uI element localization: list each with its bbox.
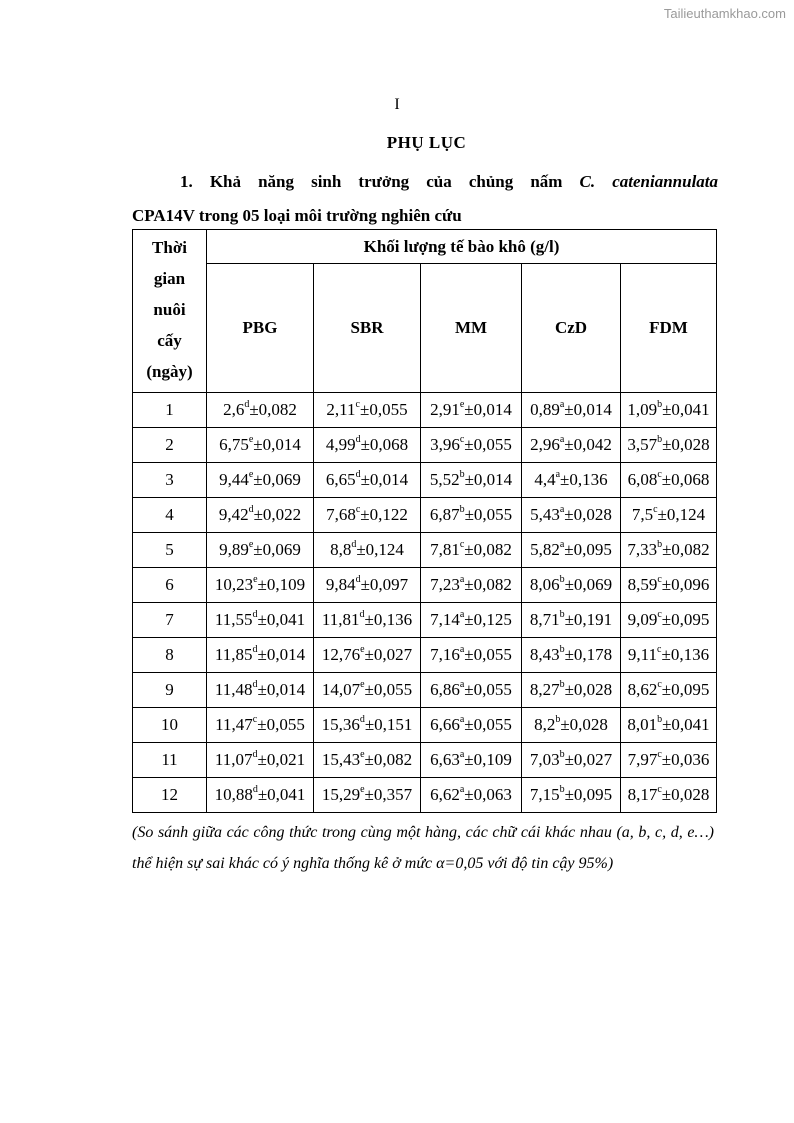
error-value: ±0,095: [661, 680, 710, 699]
error-value: ±0,178: [564, 645, 613, 664]
significance-letter: c: [657, 749, 662, 761]
watermark: Tailieuthamkhao.com: [663, 6, 786, 21]
day-cell: 11: [133, 743, 207, 778]
significance-letter: d: [252, 749, 258, 761]
significance-letter: a: [459, 749, 465, 761]
value-cell: [207, 743, 314, 778]
value-cell: [314, 393, 421, 428]
mean-value: 15,36: [321, 715, 360, 734]
error-value: ±0,055: [257, 715, 305, 734]
mean-value: 3,57: [627, 435, 658, 454]
significance-letter: e: [248, 469, 254, 481]
error-value: ±0,082: [464, 540, 512, 559]
value-cell: [314, 743, 421, 778]
mean-value: 2,96: [530, 435, 560, 454]
significance-letter: c: [657, 679, 662, 691]
error-value: ±0,042: [564, 435, 612, 454]
error-value: ±0,014: [464, 400, 512, 419]
header-row-group: [133, 230, 717, 264]
error-value: ±0,022: [253, 505, 302, 524]
error-value: ±0,028: [662, 435, 710, 454]
significance-letter: c: [657, 469, 662, 481]
value-cell: [522, 498, 621, 533]
mean-value: 0,89: [530, 400, 560, 419]
value-cell: [421, 498, 522, 533]
mean-value: 8,71: [529, 610, 560, 629]
mean-value: 8,2: [534, 715, 556, 734]
mean-value: 4,99: [325, 435, 356, 454]
error-value: ±0,151: [364, 715, 413, 734]
error-value: ±0,069: [253, 470, 301, 489]
error-value: ±0,124: [356, 540, 404, 559]
error-value: ±0,036: [661, 750, 710, 769]
error-value: ±0,095: [564, 785, 613, 804]
value-cell: [621, 428, 717, 463]
error-value: ±0,055: [359, 400, 408, 419]
error-value: ±0,082: [249, 400, 297, 419]
value-cell: [421, 533, 522, 568]
table-row: [133, 428, 717, 463]
significance-letter: b: [559, 749, 565, 761]
value-cell: [314, 603, 421, 638]
significance-letter: e: [360, 644, 365, 656]
day-cell: 1: [133, 393, 207, 428]
significance-letter: a: [459, 714, 465, 726]
error-value: ±0,357: [364, 785, 413, 804]
mean-value: 12,76: [321, 645, 361, 664]
error-value: ±0,055: [464, 680, 512, 699]
error-value: ±0,027: [364, 645, 413, 664]
error-value: ±0,014: [257, 645, 306, 664]
table-row: [133, 673, 717, 708]
error-value: ±0,095: [564, 540, 612, 559]
significance-letter: a: [559, 539, 565, 551]
significance-letter: d: [359, 714, 365, 726]
mean-value: 6,66: [430, 715, 460, 734]
error-value: ±0,124: [657, 505, 706, 524]
day-cell: 9: [133, 673, 207, 708]
error-value: ±0,028: [564, 680, 613, 699]
appendix-title: PHỤ LỤC: [386, 133, 467, 152]
section-heading: [132, 165, 718, 233]
mean-value: 7,68: [326, 505, 356, 524]
error-value: ±0,095: [661, 610, 710, 629]
significance-letter: b: [555, 714, 561, 726]
table-row: [133, 393, 717, 428]
mean-value: 2,6: [223, 400, 245, 419]
mean-value: 7,97: [627, 750, 658, 769]
error-value: ±0,136: [364, 610, 413, 629]
value-cell: [522, 638, 621, 673]
day-cell: 5: [133, 533, 207, 568]
error-value: ±0,014: [464, 470, 513, 489]
value-cell: [522, 778, 621, 813]
mean-value: 9,89: [219, 540, 249, 559]
significance-letter: d: [355, 574, 361, 586]
day-cell: 12: [133, 778, 207, 813]
species-name: C. cateniannulata: [579, 172, 719, 191]
significance-letter: c: [355, 399, 360, 411]
mean-value: 6,86: [430, 680, 460, 699]
significance-letter: c: [252, 714, 258, 726]
column-header-mm: MM: [421, 264, 522, 393]
significance-letter: a: [459, 644, 465, 656]
value-cell: [621, 498, 717, 533]
value-cell: [207, 393, 314, 428]
mean-value: 11,07: [214, 750, 253, 769]
significance-letter: d: [355, 469, 361, 481]
day-cell: 10: [133, 708, 207, 743]
mean-value: 6,87: [429, 505, 460, 524]
significance-letter: a: [459, 679, 465, 691]
significance-letter: b: [459, 504, 465, 516]
value-cell: [621, 393, 717, 428]
mean-value: 5,82: [530, 540, 560, 559]
mean-value: 9,42: [218, 505, 249, 524]
error-value: ±0,122: [360, 505, 408, 524]
significance-letter: a: [459, 574, 465, 586]
day-cell: 6: [133, 568, 207, 603]
error-value: ±0,041: [662, 715, 710, 734]
mean-value: 6,63: [430, 750, 460, 769]
significance-letter: c: [657, 609, 662, 621]
value-cell: [522, 708, 621, 743]
error-value: ±0,191: [564, 610, 613, 629]
value-cell: [421, 428, 522, 463]
value-cell: [207, 533, 314, 568]
significance-letter: c: [657, 574, 662, 586]
value-cell: [621, 673, 717, 708]
significance-letter: e: [248, 434, 254, 446]
significance-letter: a: [559, 434, 565, 446]
value-cell: [421, 603, 522, 638]
mean-value: 8,27: [529, 680, 560, 699]
value-cell: [314, 428, 421, 463]
value-cell: [421, 743, 522, 778]
error-value: ±0,055: [464, 715, 512, 734]
significance-letter: d: [252, 679, 258, 691]
value-cell: [621, 568, 717, 603]
significance-letter: b: [559, 784, 565, 796]
value-cell: [522, 463, 621, 498]
value-cell: [621, 708, 717, 743]
error-value: ±0,063: [464, 785, 512, 804]
significance-letter: e: [360, 784, 365, 796]
time-header-line: cấy: [157, 331, 182, 350]
time-header-line: gian: [153, 269, 186, 288]
column-header-pbg: PBG: [207, 264, 314, 393]
value-cell: [207, 463, 314, 498]
mean-value: 9,09: [627, 610, 658, 629]
mean-value: 8,06: [529, 575, 560, 594]
column-header-sbr: SBR: [314, 264, 421, 393]
table-row: [133, 778, 717, 813]
mean-value: 11,55: [214, 610, 253, 629]
significance-letter: c: [459, 434, 465, 446]
time-header-line: Thời: [152, 238, 187, 257]
error-value: ±0,041: [257, 610, 306, 629]
value-cell: [522, 393, 621, 428]
significance-letter: e: [253, 574, 258, 586]
value-cell: [421, 463, 522, 498]
mean-value: 4,4: [534, 470, 556, 489]
mean-value: 7,33: [627, 540, 658, 559]
error-value: ±0,055: [464, 505, 513, 524]
significance-letter: e: [248, 539, 254, 551]
error-value: ±0,028: [564, 505, 612, 524]
value-cell: [421, 778, 522, 813]
mean-value: 8,62: [627, 680, 658, 699]
value-cell: [522, 428, 621, 463]
table-row: [133, 463, 717, 498]
value-cell: [522, 568, 621, 603]
error-value: ±0,125: [464, 610, 512, 629]
significance-letter: d: [351, 539, 357, 551]
day-cell: 4: [133, 498, 207, 533]
value-cell: [207, 428, 314, 463]
value-cell: [207, 778, 314, 813]
error-value: ±0,068: [360, 435, 409, 454]
table-body: [133, 393, 717, 813]
significance-letter: e: [360, 679, 365, 691]
significance-letter: d: [252, 609, 258, 621]
error-value: ±0,082: [662, 540, 710, 559]
significance-letter: d: [359, 609, 365, 621]
day-cell: 7: [133, 603, 207, 638]
error-value: ±0,082: [364, 750, 413, 769]
time-header-line: (ngày): [146, 362, 193, 381]
value-cell: [207, 708, 314, 743]
value-cell: [207, 568, 314, 603]
heading-line-2: CPA14V trong 05 loại môi trường nghiên cứu: [132, 206, 462, 225]
value-cell: [621, 603, 717, 638]
significance-letter: b: [657, 434, 663, 446]
value-cell: [207, 603, 314, 638]
value-cell: [621, 463, 717, 498]
error-value: ±0,014: [253, 435, 301, 454]
mean-value: 11,48: [214, 680, 253, 699]
time-header: [133, 230, 207, 393]
mean-value: 3,96: [430, 435, 460, 454]
significance-letter: d: [355, 434, 361, 446]
significance-letter: c: [653, 504, 658, 516]
value-cell: [421, 638, 522, 673]
mean-value: 11,47: [215, 715, 253, 734]
page-number: I: [394, 96, 400, 113]
error-value: ±0,055: [464, 435, 512, 454]
significance-letter: d: [248, 504, 254, 516]
mean-value: 9,44: [219, 470, 249, 489]
table-row: [133, 498, 717, 533]
value-cell: [522, 673, 621, 708]
error-value: ±0,014: [257, 680, 306, 699]
header-row-columns: [133, 264, 717, 393]
error-value: ±0,082: [464, 575, 512, 594]
value-cell: [314, 463, 421, 498]
value-cell: [621, 778, 717, 813]
table-row: [133, 568, 717, 603]
mean-value: 7,15: [529, 785, 560, 804]
heading-line-1: [132, 165, 718, 199]
mean-value: 1,09: [627, 400, 658, 419]
error-value: ±0,109: [257, 575, 306, 594]
error-value: ±0,069: [253, 540, 301, 559]
error-value: ±0,041: [257, 785, 306, 804]
significance-letter: a: [555, 469, 561, 481]
time-header-line: nuôi: [153, 300, 186, 319]
mean-value: 6,75: [219, 435, 249, 454]
error-value: ±0,136: [661, 645, 710, 664]
value-cell: [522, 743, 621, 778]
significance-letter: d: [244, 399, 250, 411]
group-header: Khối lượng tế bào khô (g/l): [207, 230, 717, 264]
value-cell: [522, 533, 621, 568]
significance-letter: b: [657, 714, 663, 726]
error-value: ±0,014: [360, 470, 409, 489]
mean-value: 11,85: [214, 645, 253, 664]
mean-value: 15,43: [321, 750, 361, 769]
error-value: ±0,028: [661, 785, 710, 804]
mean-value: 7,23: [430, 575, 460, 594]
mean-value: 8,17: [627, 785, 658, 804]
error-value: ±0,041: [662, 400, 710, 419]
mean-value: 10,88: [214, 785, 253, 804]
value-cell: [421, 673, 522, 708]
error-value: ±0,068: [661, 470, 710, 489]
value-cell: [314, 568, 421, 603]
table-note: (So sánh giữa các công thức trong cùng một hàng, các chữ cái khác nhau (a, b, c, d, e…) thể hiện sự sai khác có ý nghĩa thống kê ở mức α=0,05 với độ tin cậy 95%): [132, 824, 714, 872]
mean-value: 2,91: [430, 400, 460, 419]
significance-letter: b: [559, 644, 565, 656]
day-cell: 3: [133, 463, 207, 498]
heading-text: 1. Khả năng sinh trưởng của chủng nấm: [180, 172, 563, 191]
value-cell: [314, 708, 421, 743]
significance-letter: b: [559, 679, 565, 691]
table-row: [133, 743, 717, 778]
table-row: [133, 708, 717, 743]
column-header-fdm: FDM: [621, 264, 717, 393]
significance-letter: b: [657, 399, 663, 411]
value-cell: [314, 498, 421, 533]
mean-value: 9,11: [627, 645, 658, 664]
mean-value: 6,65: [325, 470, 356, 489]
value-cell: [207, 498, 314, 533]
significance-letter: b: [459, 469, 465, 481]
significance-letter: b: [559, 574, 565, 586]
mean-value: 7,81: [430, 540, 460, 559]
value-cell: [314, 533, 421, 568]
mean-value: 9,84: [325, 575, 356, 594]
error-value: ±0,014: [564, 400, 612, 419]
mean-value: 8,59: [627, 575, 658, 594]
mean-value: 6,62: [430, 785, 460, 804]
mean-value: 5,52: [429, 470, 460, 489]
significance-letter: d: [252, 784, 258, 796]
growth-table: [132, 229, 717, 813]
error-value: ±0,109: [464, 750, 512, 769]
value-cell: [207, 638, 314, 673]
significance-letter: c: [355, 504, 361, 516]
mean-value: 7,03: [529, 750, 560, 769]
mean-value: 14,07: [321, 680, 361, 699]
table-header: [133, 230, 717, 393]
day-cell: 2: [133, 428, 207, 463]
mean-value: 10,23: [214, 575, 254, 594]
error-value: ±0,028: [560, 715, 608, 734]
significance-letter: e: [360, 749, 365, 761]
mean-value: 2,11: [326, 400, 356, 419]
day-cell: 8: [133, 638, 207, 673]
table-row: [133, 533, 717, 568]
value-cell: [207, 673, 314, 708]
significance-letter: a: [459, 784, 465, 796]
error-value: ±0,055: [464, 645, 512, 664]
significance-letter: a: [459, 609, 465, 621]
mean-value: 11,81: [321, 610, 360, 629]
significance-letter: a: [559, 504, 565, 516]
value-cell: [421, 568, 522, 603]
value-cell: [522, 603, 621, 638]
significance-letter: c: [657, 644, 662, 656]
column-header-czd: CzD: [522, 264, 621, 393]
significance-letter: b: [559, 609, 565, 621]
error-value: ±0,069: [564, 575, 613, 594]
mean-value: 8,43: [529, 645, 560, 664]
value-cell: [421, 393, 522, 428]
error-value: ±0,055: [364, 680, 413, 699]
value-cell: [621, 638, 717, 673]
mean-value: 6,08: [627, 470, 658, 489]
mean-value: 7,5: [631, 505, 654, 524]
value-cell: [314, 673, 421, 708]
value-cell: [421, 708, 522, 743]
mean-value: 8,01: [627, 715, 658, 734]
value-cell: [314, 778, 421, 813]
table-row: [133, 603, 717, 638]
significance-letter: c: [657, 784, 662, 796]
error-value: ±0,136: [560, 470, 608, 489]
significance-letter: a: [559, 399, 565, 411]
error-value: ±0,097: [360, 575, 409, 594]
value-cell: [621, 533, 717, 568]
mean-value: 8,8: [330, 540, 352, 559]
significance-letter: d: [252, 644, 258, 656]
mean-value: 7,16: [430, 645, 460, 664]
value-cell: [621, 743, 717, 778]
significance-letter: b: [657, 539, 663, 551]
error-value: ±0,021: [257, 750, 306, 769]
mean-value: 7,14: [430, 610, 460, 629]
significance-letter: e: [459, 399, 465, 411]
error-value: ±0,027: [564, 750, 613, 769]
mean-value: 5,43: [530, 505, 560, 524]
table-row: [133, 638, 717, 673]
error-value: ±0,096: [661, 575, 710, 594]
significance-letter: c: [459, 539, 465, 551]
mean-value: 15,29: [321, 785, 361, 804]
value-cell: [314, 638, 421, 673]
